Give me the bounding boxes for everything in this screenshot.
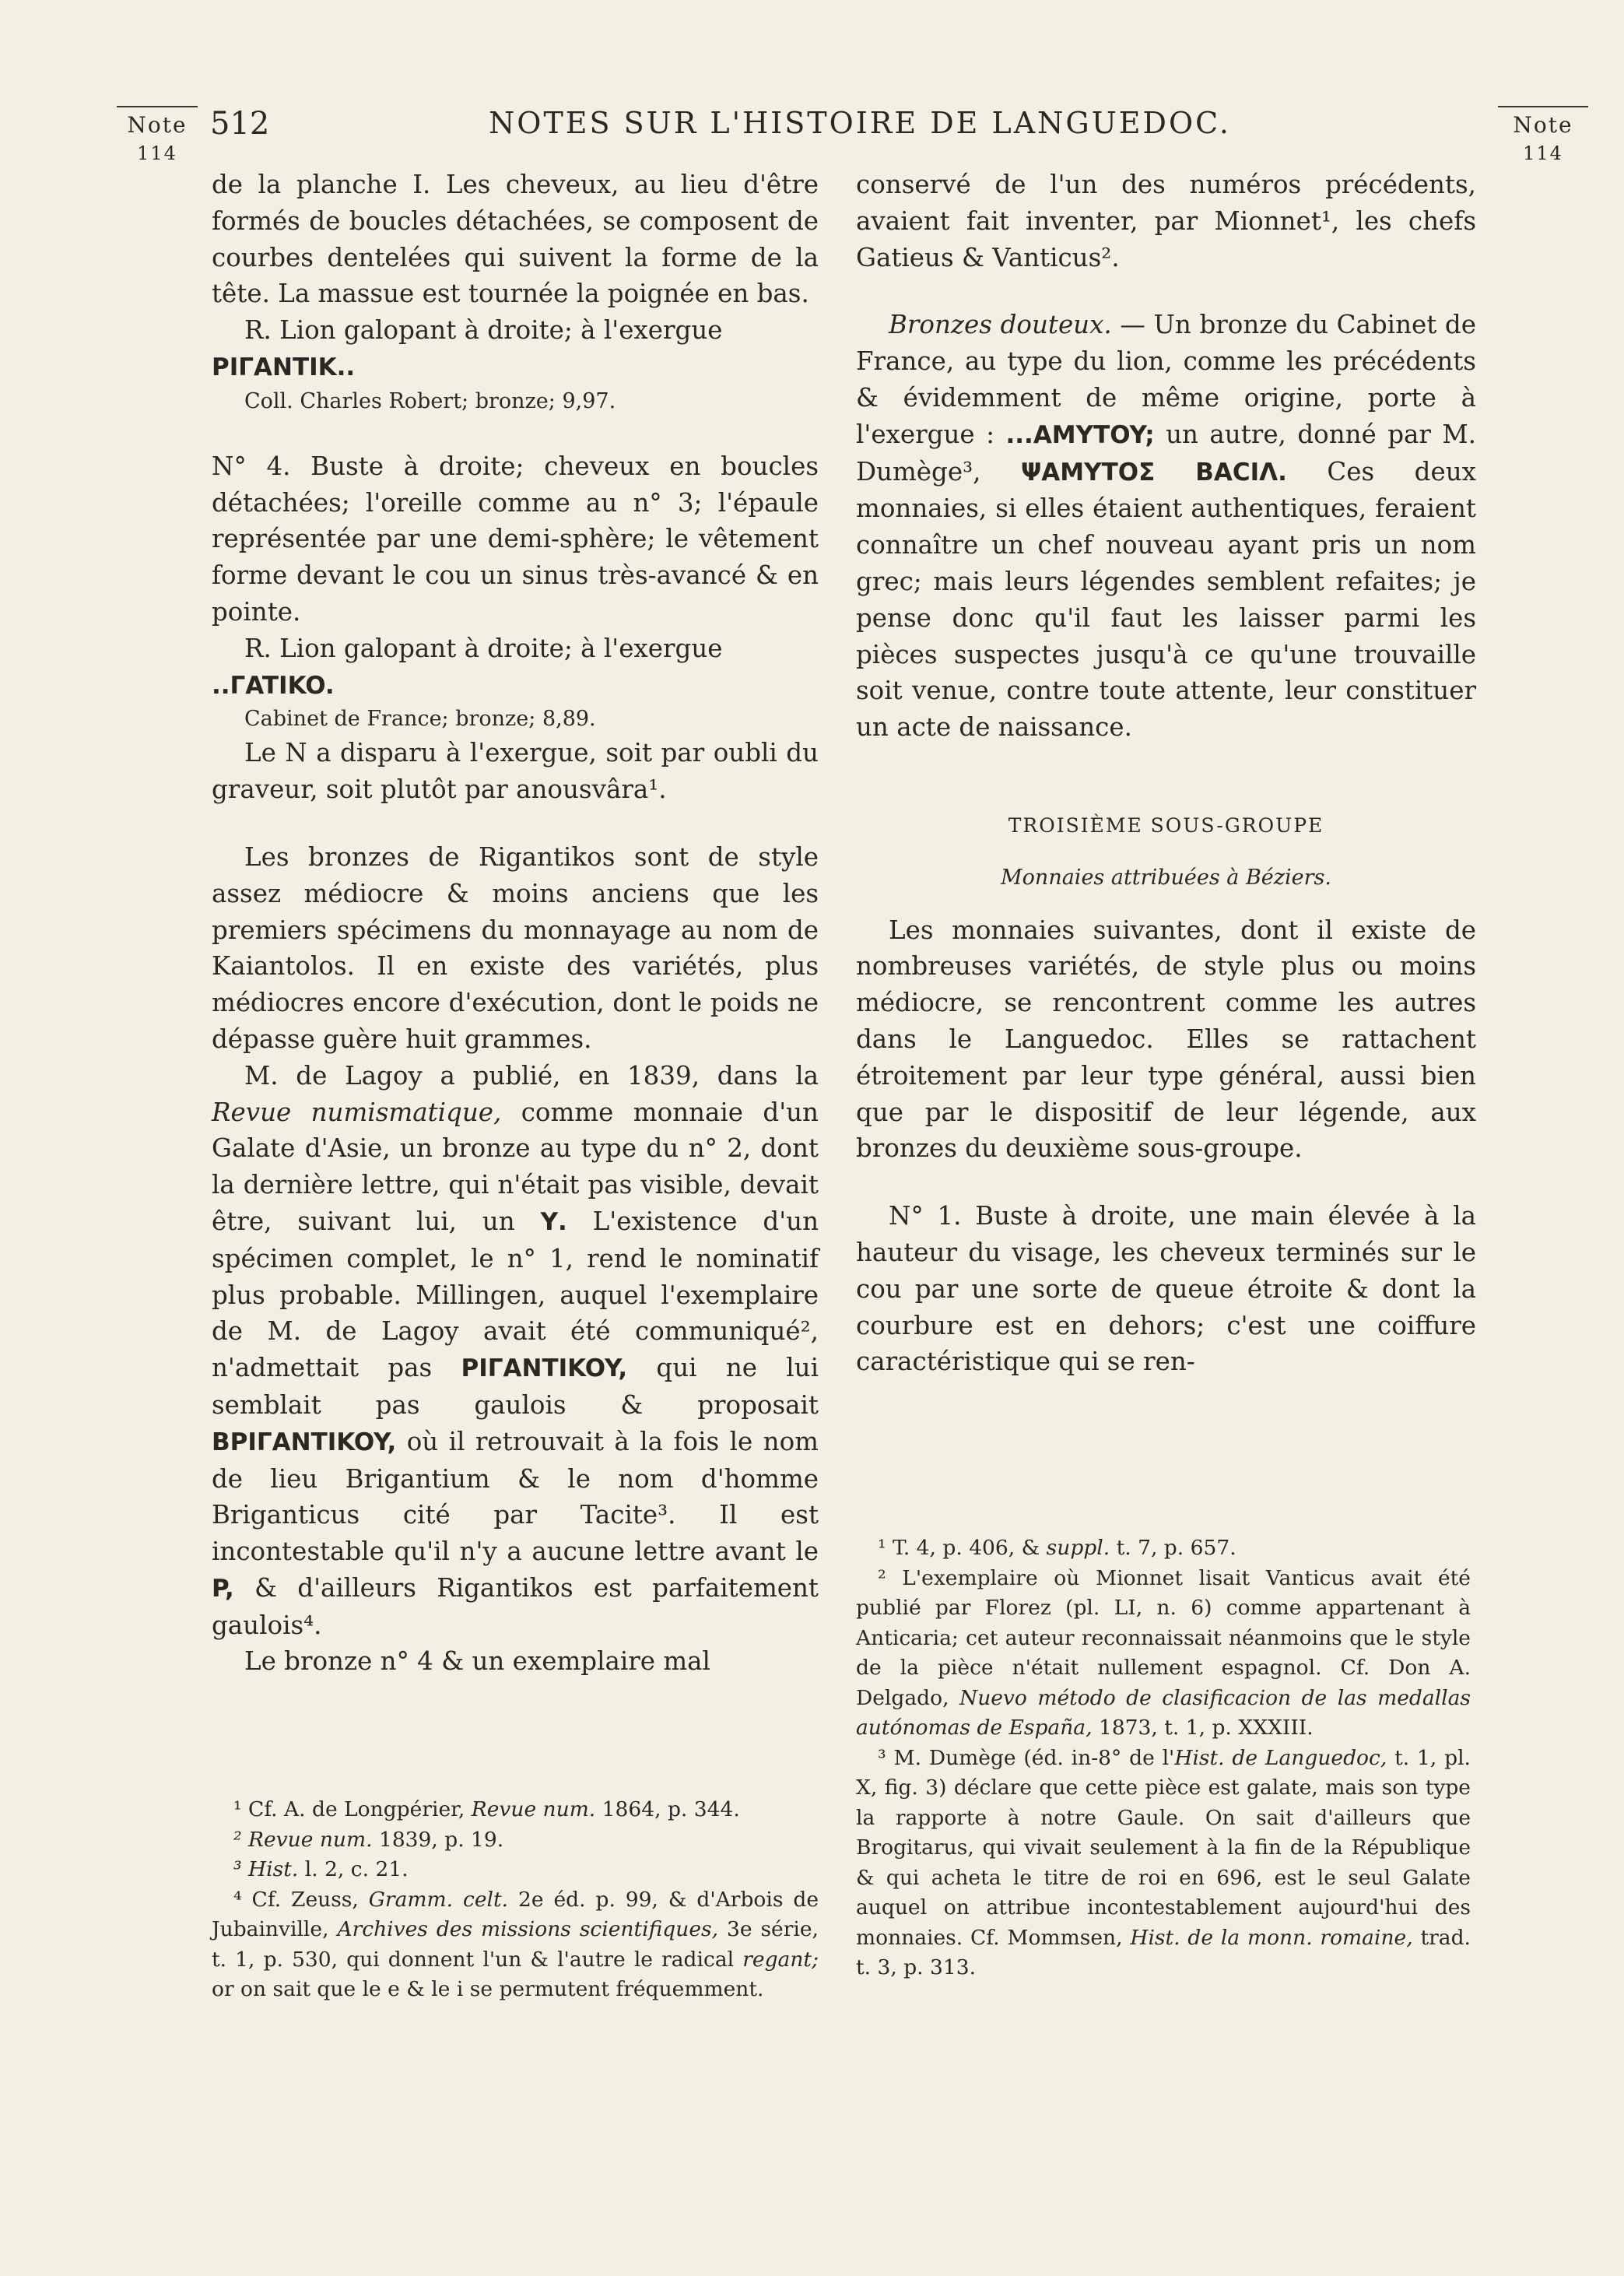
margin-note-number: 114 xyxy=(1523,142,1563,164)
paragraph: Les bronzes de Rigantikos sont de style assez médiocre & moins anciens que les premiers spécimens du monnayage au nom de Kaiantolos. Il en existe des variétés, plus médiocres encore d'exécution, dont le poids ne dépasse guère huit grammes. xyxy=(212,841,819,1054)
footnote: ³ Hist. l. 2, c. 21. xyxy=(233,1857,409,1881)
paragraph: R. Lion galopant à droite; à l'exergue xyxy=(244,633,723,663)
section-subheading: Monnaies attribuées à Béziers. xyxy=(1001,865,1331,890)
margin-note-left xyxy=(117,106,198,164)
footnotes-right xyxy=(856,1533,1471,1983)
right-column xyxy=(856,167,1476,1380)
footnote: ¹ Cf. A. de Longpérier, Revue num. 1864, p. 344. xyxy=(233,1797,740,1821)
left-column xyxy=(212,167,819,1680)
paragraph: conservé de l'un des numéros précédents, avaient fait inventer, par Mionnet¹, les chefs Gatieus & Vanticus². xyxy=(856,170,1476,272)
provenance: Cabinet de France; bronze; 8,89. xyxy=(244,707,596,732)
footnote: ¹ T. 4, p. 406, & suppl. t. 7, p. 657. xyxy=(878,1536,1236,1560)
paragraph: Le bronze n° 4 & un exemplaire mal xyxy=(244,1646,710,1677)
footnote: ⁴ Cf. Zeuss, Gramm. celt. 2e éd. p. 99, & d'Arbois de Jubainville, Archives des missions scientifiques, 3e série, t. 1, p. 530, qui donnent l'un & l'autre le radical regant; or on sait que le e & le i se permutent fréquemment. xyxy=(212,1887,819,2001)
running-title: NOTES SUR L'HISTOIRE DE LANGUEDOC. xyxy=(489,106,1231,140)
paragraph: Bronzes douteux. — Un bronze du Cabinet de France, au type du lion, comme les précédents & évidemment de même origine, porte à l'exergue : ...AMYTOY; un autre, donné par M. Dumège³, ΨAMYTOΣ BACIΛ. Ces deux monnaies, si elles étaient authentiques, feraient connaître un chef nouveau ayant pris un nom grec; mais leurs légendes semblent refaites; je pense donc qu'il faut les laisser parmi les pièces suspectes jusqu'à ce qu'une trouvaille soit venue, contre toute attente, leur constituer un acte de naissance. xyxy=(856,310,1476,743)
coin-legend: ..ΓATIKO. xyxy=(212,671,335,700)
footnotes-left xyxy=(212,1795,819,2005)
footnote: ² Revue num. 1839, p. 19. xyxy=(233,1827,504,1852)
margin-note-label: Note xyxy=(127,112,188,138)
footnote: ² L'exemplaire où Mionnet lisait Vanticus avait été publié par Florez (pl. LI, n. 6) comme appartenant à Anticaria; cet auteur reconnaissait néanmoins que le style de la pièce n'était nullement espagnol. Cf. Don A. Delgado, Nuevo método de clasificacion de las medallas autónomas de España, 1873, t. 1, p. XXXIII. xyxy=(856,1565,1471,1740)
page-number: 512 xyxy=(210,106,270,142)
footnote: ³ M. Dumège (éd. in-8° de l'Hist. de Languedoc, t. 1, pl. X, fig. 3) déclare que cette pièce est galate, mais son type la rapporte à notre Gaule. On sait d'ailleurs que Brogitarus, qui vivait seulement à la fin de la République & qui acheta le titre de roi en 696, est le seul Galate auquel on attribue incontestablement aujourd'hui des monnaies. Cf. Mommsen, Hist. de la monn. romaine, trad. t. 3, p. 313. xyxy=(856,1745,1471,1979)
coin-legend: PIΓANTIK.. xyxy=(212,353,356,381)
paragraph: N° 4. Buste à droite; cheveux en boucles détachées; l'oreille comme au n° 3; l'épaule représentée par une demi-sphère; le vêtement forme devant le cou un sinus très-avancé & en pointe. xyxy=(212,451,819,627)
paragraph: N° 1. Buste à droite, une main élevée à la hauteur du visage, les cheveux terminés sur le cou par une sorte de queue étroite & dont la courbure est en dehors; c'est une coiffure caractéristique qui se ren- xyxy=(856,1201,1476,1377)
margin-note-right xyxy=(1498,106,1588,164)
paragraph: Les monnaies suivantes, dont il existe de nombreuses variétés, de style plus ou moins médiocre, se rencontrent comme les autres dans le Languedoc. Elles se rattachent étroitement par leur type général, aussi bien que par le dispositif de leur légende, aux bronzes du deuxième sous-groupe. xyxy=(856,915,1476,1164)
provenance: Coll. Charles Robert; bronze; 9,97. xyxy=(244,388,616,413)
paragraph: de la planche I. Les cheveux, au lieu d'être formés de boucles détachées, se composent de courbes dentelées qui suivent la forme de la tête. La massue est tournée la poignée en bas. xyxy=(212,170,819,309)
margin-note-number: 114 xyxy=(137,142,177,164)
paragraph: Le N a disparu à l'exergue, soit par oubli du graveur, soit plutôt par anousvâra¹. xyxy=(212,738,819,805)
margin-note-label: Note xyxy=(1513,112,1573,138)
section-heading: TROISIÈME SOUS-GROUPE xyxy=(1008,813,1324,837)
paragraph: M. de Lagoy a publié, en 1839, dans la Revue numismatique, comme monnaie d'un Galate d'Asie, un bronze au type du n° 2, dont la dernière lettre, qui n'était pas visible, devait être, suivant lui, un Υ. L'existence d'un spécimen complet, le n° 1, rend le nominatif plus probable. Millingen, auquel l'exemplaire de M. de Lagoy avait été communiqué², n'admettait pas PIΓANTIKOY, qui ne lui semblait pas gaulois & proposait BPIΓANTIKOY, où il retrouvait à la fois le nom de lieu Brigantium & le nom d'homme Briganticus cité par Tacite³. Il est incontestable qu'il n'y a aucune lettre avant le P, & d'ailleurs Rigantikos est parfaitement gaulois⁴. xyxy=(212,1060,819,1640)
page-header xyxy=(210,106,1510,145)
paragraph: R. Lion galopant à droite; à l'exergue xyxy=(244,315,723,346)
